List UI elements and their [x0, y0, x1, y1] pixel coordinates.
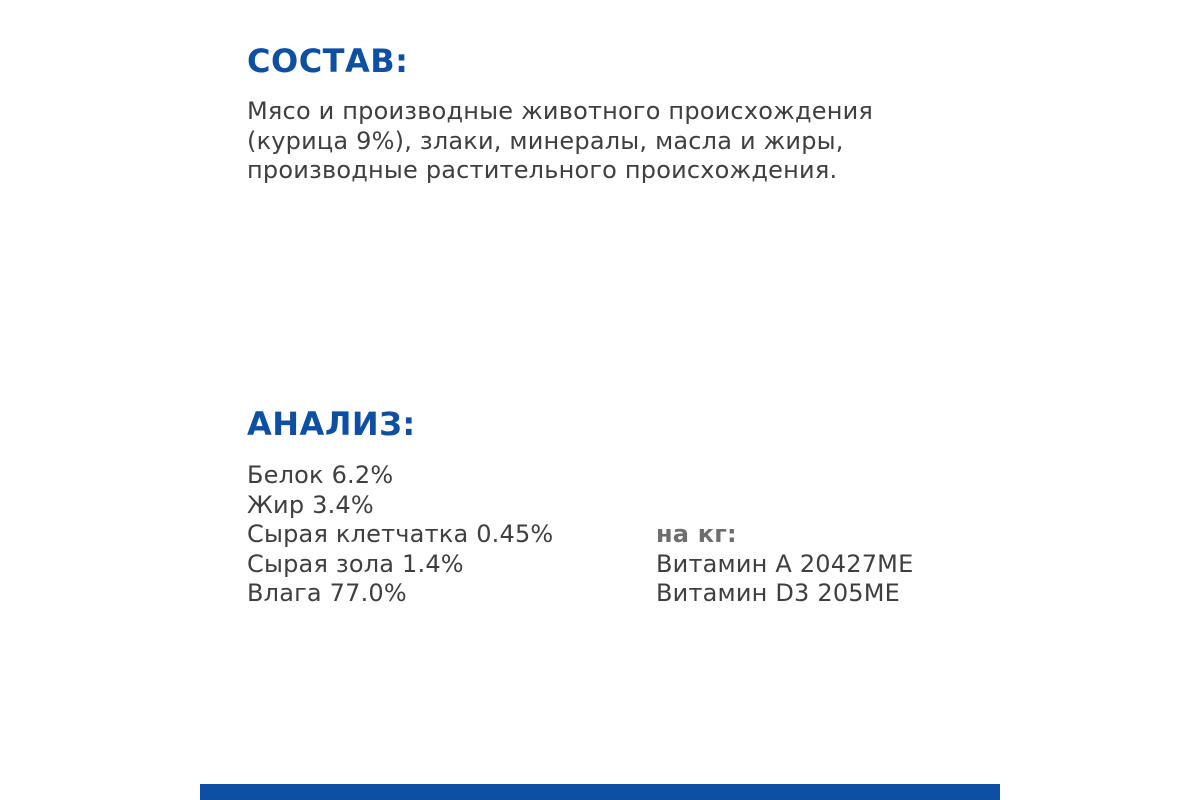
analysis-item-ash: Сырая зола 1.4% — [247, 549, 464, 578]
vitamins-heading: на кг: — [656, 520, 737, 548]
vitamin-item-a: Витамин А 20427МЕ — [656, 549, 914, 578]
analysis-list — [247, 461, 553, 609]
vitamins-block — [656, 520, 913, 609]
bottom-accent-bar — [200, 784, 1000, 800]
analysis-item-fiber: Сырая клетчатка 0.45% — [247, 520, 554, 548]
composition-heading: СОСТАВ: — [247, 42, 409, 80]
analysis-item-fat: Жир 3.4% — [247, 490, 374, 519]
vitamin-item-d3: Витамин D3 205МЕ — [656, 579, 901, 607]
analysis-item-protein: Белок 6.2% — [247, 461, 394, 489]
composition-text: Мясо и производные животного происхождения (курица 9%), злаки, минералы, масла и жиры, производные растительного происхождения. — [247, 97, 874, 184]
vitamins-list — [656, 550, 913, 609]
analysis-item-moisture: Влага 77.0% — [247, 579, 407, 607]
analysis-heading: АНАЛИЗ: — [247, 405, 416, 443]
